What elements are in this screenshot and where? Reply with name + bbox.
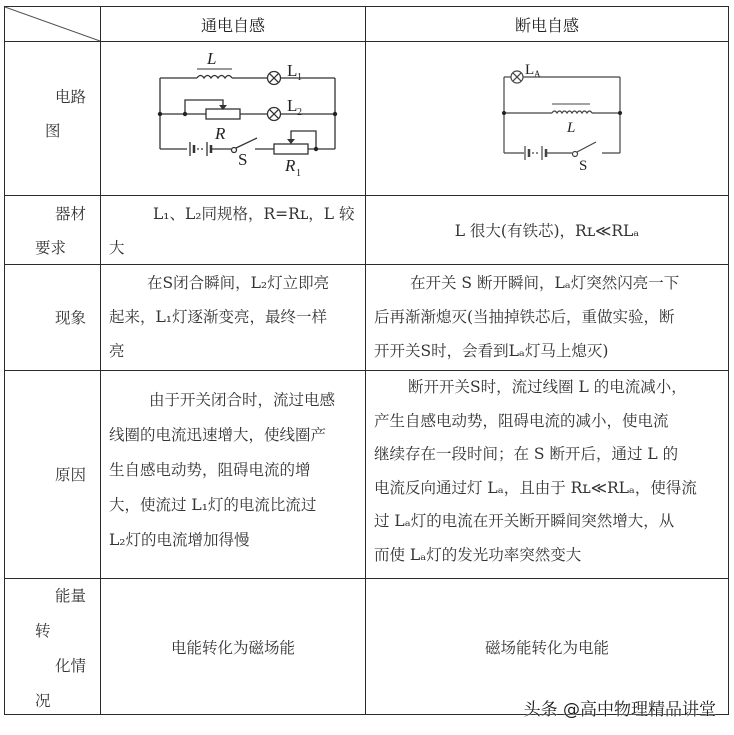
svg-text:S: S [579,158,588,174]
row-label-cause: 原因 [54,465,86,484]
comparison-table [4,6,729,715]
svg-text:S: S [238,150,248,169]
circuit-diagram-energizing [101,42,365,195]
row-label-phenomenon: 现象 [54,308,86,327]
cause-deenergizing: 断开开关S时，流过线圈 L 的电流减小， 产生自感电动势，阻碍电流的减小，使电流 继续存在一段时间；在 S 断开后，通过 L 的 电流反向通过灯 Lₐ，且由于 Rʟ≪RLₐ，使得流 过 Lₐ灯的电流在开关断开瞬间突然增大，从 而使 Lₐ灯的发光功率突然变大 [374,378,697,564]
svg-text:R: R [285,156,296,175]
row-label-circuit-diagram [5,42,100,195]
svg-text:L: L [287,61,298,80]
svg-text:R: R [215,124,226,143]
label-line: 图 [45,122,61,140]
corner-diagonal-cell [4,6,101,42]
energy-conversion-deenergizing: 磁场能转化为电能 [484,638,609,657]
row-label-equipment-requirements [5,196,100,264]
svg-text:A: A [534,69,541,79]
watermark: 头条 @高中物理精品讲堂 [523,700,716,720]
circuit-diagram-deenergizing [366,42,728,195]
svg-text:L: L [567,120,576,136]
label-line: 转 [35,622,51,640]
table-border-right [728,6,729,715]
label-inductor: L [207,49,217,68]
label-line: 器材 [54,205,86,223]
inductor-coil-icon [552,111,592,113]
header-deenergizing-self-induction: 断电自感 [514,15,579,35]
svg-text:1: 1 [296,168,301,179]
cause-energizing: 由于开关闭合时，流过电感 线圈的电流迅速增大，使线圈产 生自感电动势，阻碍电流的增 大，使流过 L₁灯的电流比流过 L₂灯的电流增加得慢 [109,391,336,549]
label-line: 况 [35,692,51,710]
inductor-coil-icon [197,76,232,79]
svg-text:2: 2 [297,107,302,118]
switch-icon [232,148,237,153]
label-line: 能量 [54,587,86,605]
equipment-requirements-energizing: L₁、L₂同规格，R=Rʟ，L 较 大 [109,205,355,257]
energy-conversion-energizing: 电能转化为磁场能 [170,638,295,657]
phenomenon-energizing: 在S闭合瞬间，L₂灯立即亮 起来，L₁灯逐渐变亮，最终一样 亮 [109,274,330,360]
label-line: 化情 [54,657,86,675]
equipment-requirements-deenergizing: L 很大(有铁芯)，Rʟ≪RLₐ [454,222,640,240]
rheostat-icon [206,109,240,119]
label-line: 要求 [35,239,67,257]
row-label-energy-conversion [5,579,100,714]
label-line: 电路 [54,88,86,106]
svg-text:L: L [525,62,535,78]
svg-text:L: L [287,96,298,115]
switch-icon [573,152,578,157]
phenomenon-deenergizing: 在开关 S 断开瞬间，Lₐ灯突然闪亮一下 后再渐渐熄灭(当抽掉铁芯后，重做实验，断 开开关S时，会看到Lₐ灯马上熄灭) [374,274,680,360]
header-energizing-self-induction: 通电自感 [200,15,265,35]
svg-text:1: 1 [297,72,302,83]
rheostat-r1-icon [274,144,308,154]
